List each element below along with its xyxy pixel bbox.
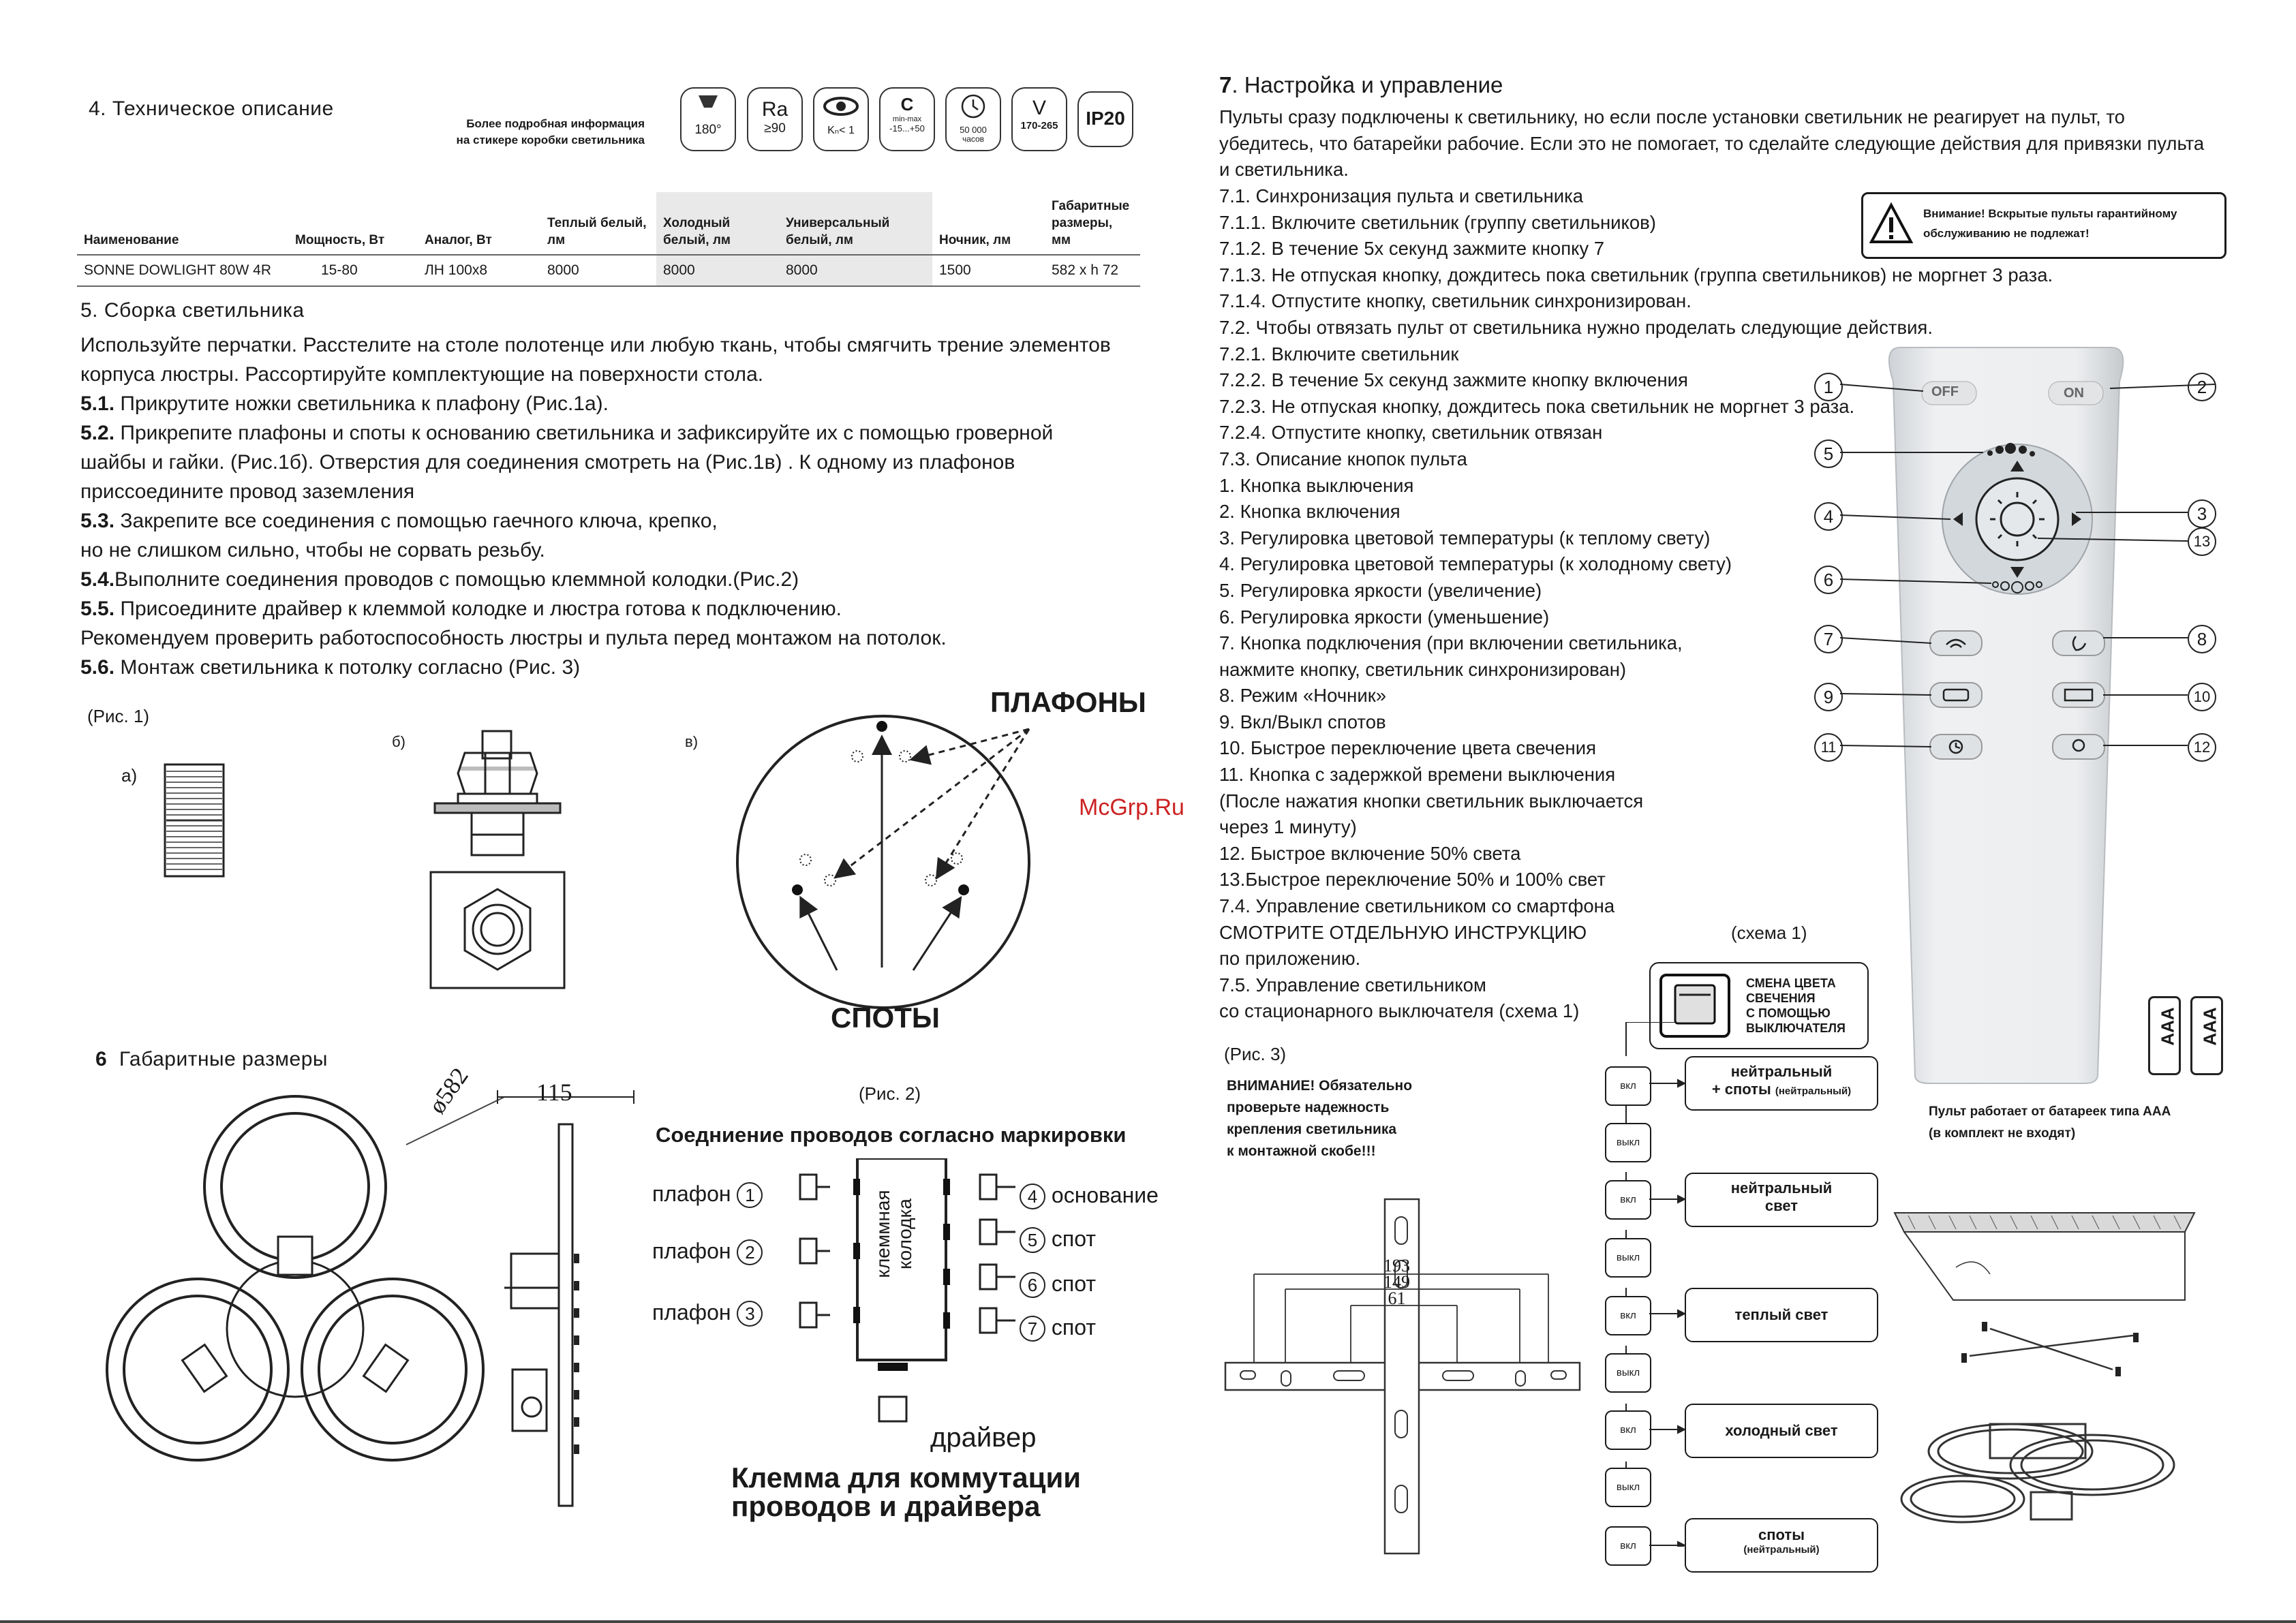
fig2-footer-line2: проводов и драйвера [731, 1490, 1041, 1522]
diameter-label: ø582 [423, 1062, 474, 1119]
clock-icon [947, 89, 1000, 121]
s5-line: шайбы и гайки. (Рис.1б). Отверстия для соединения смотреть на (Рис.1в) . К одному из плафонов [80, 451, 1015, 474]
s5-line: 5.6. Монтаж светильника к потолку согласно (Рис. 3) [80, 656, 581, 679]
th-cold: Холодный белый, лм [656, 192, 779, 255]
eye-glyph-icon [814, 89, 868, 120]
flow-step-9: вкл [1605, 1526, 1651, 1566]
fig1v-label: в) [685, 733, 699, 750]
wire-right-4: 4 основание [1020, 1183, 1159, 1209]
terminal-block-label [872, 1176, 940, 1312]
flow-step-1: вкл [1605, 1066, 1651, 1106]
callout-3: 3 [2188, 499, 2216, 528]
fig1a-label: а) [121, 765, 138, 786]
mode-2: нейтральный свет [1685, 1173, 1878, 1227]
terminal-label-line1: клеммная [872, 1190, 893, 1278]
table-row [77, 255, 1140, 286]
wire-left-2: плафон 2 [652, 1239, 763, 1265]
section6-title [95, 1048, 328, 1071]
flow-step-5: вкл [1605, 1296, 1651, 1335]
callout-6: 6 [1814, 566, 1843, 594]
wire-num-icon: 2 [737, 1239, 763, 1265]
cell-cold: 8000 [656, 255, 779, 286]
fig2-footer [731, 1464, 1081, 1521]
spec-table [77, 192, 1140, 287]
callout-5: 5 [1814, 439, 1843, 468]
mode-4: холодный свет [1685, 1404, 1878, 1458]
fig1b-label: б) [392, 733, 405, 750]
lifetime-hours: 50 000 [960, 125, 987, 135]
dim-61: 61 [1388, 1288, 1406, 1308]
wire-num-icon: 5 [1020, 1227, 1045, 1253]
cri-label: Ra [761, 98, 789, 121]
cell-name: SONNE DOWLIGHT 80W 4R [84, 262, 271, 278]
nut-washer-drawing [423, 726, 572, 998]
fig3-caption: (Рис. 3) [1224, 1044, 1287, 1064]
section4-note-line1: Более подробная информация [466, 117, 645, 130]
wire-num-icon: 3 [737, 1301, 763, 1327]
battery-note [1929, 1101, 2171, 1145]
temperature-range: -15...+50 [889, 123, 925, 134]
s5-line: 5.2. Прикрепите плафоны и споты к основанию светильника и зафиксируйте их с помощью гроверной [80, 422, 1054, 444]
callout-4: 4 [1814, 502, 1843, 531]
remote-on-button: ON [2064, 386, 2084, 401]
ceiling-mount-sketch [1888, 1199, 2215, 1581]
dimension-drawing [89, 1083, 647, 1560]
dim-193: 193 [1383, 1256, 1410, 1276]
wire-num-icon: 1 [737, 1182, 763, 1208]
s5-line: но не слишком сильно, чтобы не сорвать резьбу. [80, 539, 545, 561]
flow-arrows [1649, 1077, 1687, 1547]
warning-line2: обслуживанию не подлежат! [1923, 227, 2090, 240]
th-dimensions: Габаритные размеры, мм [1052, 199, 1130, 247]
voltage-symbol: V [1032, 97, 1046, 119]
battery-note-line1: Пульт работает от батареек типа AAA [1929, 1104, 2171, 1119]
wire-num-icon: 4 [1020, 1184, 1045, 1209]
fig2-title: Соедниение проводов согласно маркировки [656, 1123, 1127, 1147]
cri-value: ≥90 [764, 121, 786, 136]
th-power: Мощность, Вт [295, 233, 385, 247]
cell-universal: 8000 [779, 255, 932, 286]
battery-1-icon: AAA [2148, 996, 2181, 1075]
section4-note-line2: на стикере коробки светильника [456, 134, 645, 146]
beam-icon [682, 89, 735, 123]
terminal-label-line2: колодка [894, 1199, 915, 1269]
wire-left-1: плафон 1 [652, 1181, 763, 1208]
th-nightlight: Ночник, лм [939, 233, 1011, 247]
fig3-dims [1383, 1258, 1410, 1307]
callout-2: 2 [2188, 373, 2216, 401]
cri-icon [747, 87, 803, 151]
spoty-label: СПОТЫ [831, 1002, 940, 1034]
cell-nightlight: 1500 [939, 262, 971, 278]
callout-11: 11 [1814, 733, 1843, 762]
switch-box: СМЕНА ЦВЕТА СВЕЧЕНИЯ С ПОМОЩЬЮ ВЫКЛЮЧАТЕЛЯ [1649, 962, 1869, 1049]
section7-num: 7 [1219, 72, 1232, 97]
wire-right-6: 6 спот [1020, 1271, 1096, 1298]
wire-left-3: плафон 3 [652, 1300, 763, 1327]
s5-line: 5.1. Прикрутите ножки светильника к плафону (Рис.1а). [80, 392, 609, 415]
scheme1-caption: (схема 1) [1731, 923, 1807, 943]
fig3-warning: ВНИМАНИЕ! Обязательно проверьте надежность крепления светильника к монтажной скобе!!! [1227, 1078, 1413, 1159]
fig1-caption: (Рис. 1) [87, 706, 150, 726]
leg-drawing [164, 763, 226, 879]
s5-line: 5.3. Закрепите все соединения с помощью гаечного ключа, крепко, [80, 510, 718, 532]
flow-step-8: выкл [1605, 1468, 1651, 1507]
wire-right-7: 7 спот [1020, 1315, 1096, 1342]
mount-holes-drawing [735, 688, 1171, 1042]
fig2-footer-line1: Клемма для коммутации [731, 1462, 1082, 1494]
ip-icon [1077, 91, 1133, 147]
fig2-caption: (Рис. 2) [859, 1083, 921, 1104]
th-warm: Теплый белый, лм [547, 216, 647, 247]
section7-intro: Пульты сразу подключены к светильнику, но если после установки светильник не реагирует на пульт, то убедитесь, что батарейки рабочие. Если это не помогает, то сделайте следующие действия для привязки пульта и светильника. [1219, 106, 2205, 181]
th-analog: Аналог, Вт [425, 233, 492, 247]
plafony-label: ПЛАФОНЫ [990, 686, 1146, 718]
section7-title [1219, 72, 1503, 98]
th-universal: Универсальный белый, лм [779, 192, 932, 255]
remote-off-button: OFF [1931, 384, 1959, 399]
driver-label: драйвер [930, 1423, 1037, 1453]
callout-1: 1 [1814, 373, 1843, 401]
battery-note-line2: (в комплект не входят) [1929, 1126, 2076, 1141]
section6-text: Габаритные размеры [119, 1048, 328, 1070]
callout-9: 9 [1814, 683, 1843, 711]
warning-triangle-icon [1869, 201, 1914, 246]
temperature-symbol: C [900, 94, 914, 114]
callout-12: 12 [2188, 733, 2216, 762]
watermark: McGrp.Ru [1079, 794, 1184, 820]
callout-10: 10 [2188, 683, 2216, 711]
temperature-icon [879, 87, 935, 151]
warranty-warning [1861, 192, 2226, 259]
wire-num-icon: 7 [1020, 1316, 1045, 1342]
th-name: Наименование [84, 233, 179, 247]
voltage-icon [1011, 87, 1067, 151]
s5-line: Используйте перчатки. Расстелите на столе полотенце или любую ткань, чтобы смягчить трение элементов [80, 334, 1111, 356]
s5-line: 5.4.Выполните соединения проводов с помощью клеммной колодки.(Рис.2) [80, 568, 799, 591]
beam-angle-icon [680, 87, 736, 151]
flicker-label: Kₙ< 1 [827, 125, 855, 136]
bottom-rule [0, 1620, 2296, 1623]
mounting-bracket-drawing [1221, 1192, 1589, 1567]
cell-warm: 8000 [547, 262, 579, 278]
flow-step-2: выкл [1605, 1123, 1651, 1162]
lifetime-unit: часов [962, 134, 985, 144]
wire-right-5: 5 спот [1020, 1226, 1096, 1253]
cell-analog: ЛН 100x8 [425, 262, 487, 278]
battery-2-icon: AAA [2190, 996, 2223, 1075]
section5-title: 5. Сборка светильника [80, 299, 305, 322]
flow-step-6: выкл [1605, 1353, 1651, 1393]
eye-icon [813, 87, 869, 151]
section4-note [398, 116, 645, 149]
mode-5: споты (нейтральный) [1685, 1518, 1878, 1573]
s5-line: присcоедините провод заземления [80, 480, 415, 503]
voltage-range: 170-265 [1020, 120, 1058, 132]
wire-num-icon: 6 [1020, 1272, 1045, 1298]
section7-lines: 7.1. Синхронизация пульта и светильника 7.1.1. Включите светильник (группу светильников) 7.1.2. В течение 5х секунд зажмите кнопку 7 7.1.3. Не отпуская кнопку, дождитесь пока светильник (группа светильников) не моргнет 3 раза. 7.1.4. Отпустите кнопку, светильник синхронизирован. 7.2. Чтобы отвязать пульт от светильника нужно проделать следующие действия. 7.2.1. Включите светильник 7.2.2. В течение 5х секунд зажмите кнопку включения 7.2.3. Не отпуская кнопку, дождитесь пока светильник не моргнет 3 раза. 7.2.4. Отпустите кнопку, светильник отвязан 7.3. Описание кнопок пульта 1. Кнопка выключения 2. Кнопка включения 3. Регулировка цветовой температуры (к теплому свету) 4. Регулировка цветовой температуры (к холодному свету) 5. Регулировка яркости (увеличение) 6. Регулировка яркости (уменьшение) 7. Кнопка подключения (при включении светильника, нажмите кнопку, светильник синхронизирован) 8. Режим «Ночник» 9. Вкл/Выкл спотов 10. Быстрое переключение цвета свечения 11. Кнопка с задержкой времени выключения (После нажатия кнопки светильник выключается через 1 минуту) 12. Быстрое включение 50% света 13.Быстрое переключение 50% и 100% свет 7.4. Управление светильником со смартфона СМОТРИТЕ ОТДЕЛЬНУЮ ИНСТРУКЦИЮ по приложению. 7.5. Управление светильником со стационарного выключателя (схема 1) [1219, 185, 2053, 1022]
section7-text: . Настройка и управление [1231, 72, 1503, 97]
beam-angle-label: 180° [694, 123, 722, 137]
section6-num: 6 [95, 1048, 108, 1070]
s5-line: Рекомендуем проверить работоспособность люстры и пульта перед монтажом на потолок. [80, 627, 947, 649]
flow-step-7: вкл [1605, 1410, 1651, 1450]
s5-line: 5.5. Присоедините драйвер к клеммой колодке и люстра готова к подключению. [80, 598, 842, 620]
height-label: 115 [536, 1079, 572, 1106]
flow-step-3: вкл [1605, 1180, 1651, 1220]
lifetime-icon [945, 87, 1001, 151]
dim-149: 149 [1383, 1272, 1410, 1292]
warning-line1: Внимание! Вскрытые пульты гарантийному [1923, 207, 2177, 220]
section4-title: 4. Техническое описание [89, 97, 334, 120]
s5-line: корпуса люстры. Рассортируйте комплектующие на поверхности стола. [80, 363, 764, 386]
ip-label: IP20 [1086, 108, 1125, 129]
temperature-minmax: min-max [892, 115, 922, 123]
callout-8: 8 [2188, 625, 2216, 653]
cell-dimensions: 582 x h 72 [1052, 262, 1119, 278]
mode-1: нейтральный + споты (нейтральный) [1685, 1056, 1878, 1111]
callout-7: 7 [1814, 625, 1843, 653]
callout-13: 13 [2188, 527, 2216, 556]
cell-power: 15-80 [321, 262, 358, 278]
flow-step-4: выкл [1605, 1238, 1651, 1278]
mode-3: теплый свет [1685, 1288, 1878, 1342]
section5-body [80, 330, 1184, 682]
